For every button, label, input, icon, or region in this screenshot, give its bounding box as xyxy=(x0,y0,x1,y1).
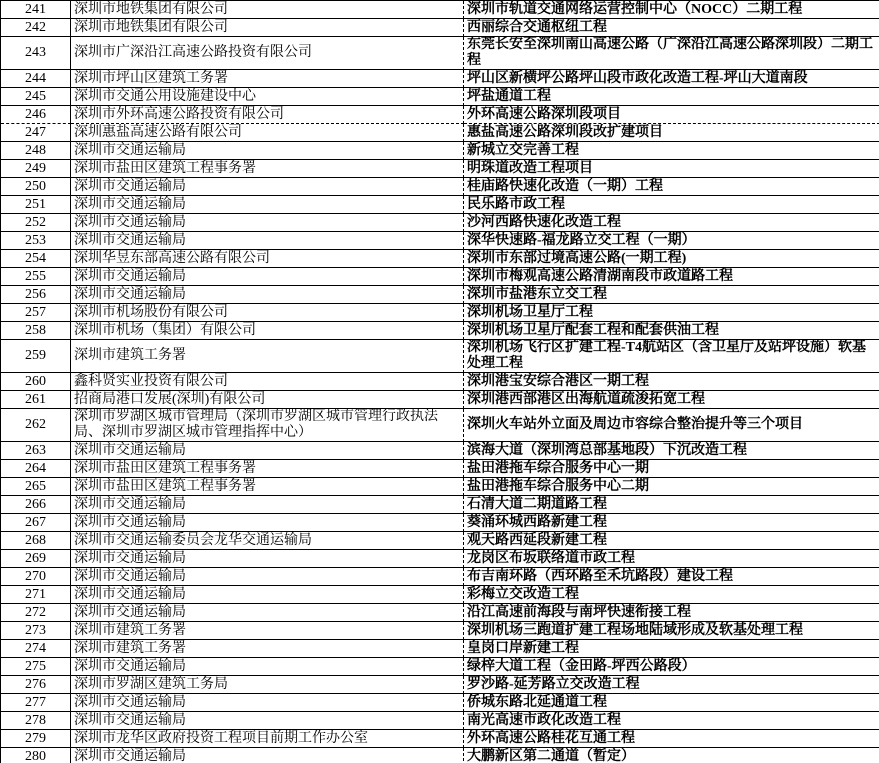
project-name-cell[interactable]: 坪山区新横坪公路坪山段市政化改造工程-坪山大道南段 xyxy=(464,70,879,88)
table-row xyxy=(1,514,879,532)
table-row xyxy=(1,409,879,442)
table-row xyxy=(1,586,879,604)
organization-cell[interactable]: 深圳市交通运输局 xyxy=(71,496,464,514)
organization-cell[interactable]: 深圳市交通运输局 xyxy=(71,232,464,250)
row-number-cell[interactable]: 241 xyxy=(1,1,71,19)
project-name-cell[interactable]: 大鹏新区第二通道（暂定） xyxy=(464,748,879,763)
organization-cell[interactable]: 深圳市交通运输局 xyxy=(71,748,464,763)
organization-cell[interactable]: 深圳市广深沿江高速公路投资有限公司 xyxy=(71,37,464,70)
table-row xyxy=(1,676,879,694)
row-number-cell[interactable]: 254 xyxy=(1,250,71,268)
organization-cell[interactable]: 深圳市交通运输委员会龙华交通运输局 xyxy=(71,532,464,550)
project-name-cell[interactable]: 滨海大道（深圳湾总部基地段）下沉改造工程 xyxy=(464,442,879,460)
row-number-cell[interactable]: 267 xyxy=(1,514,71,532)
project-name-cell[interactable]: 深圳机场卫星厅配套工程和配套供油工程 xyxy=(464,322,879,340)
table-row xyxy=(1,604,879,622)
organization-cell[interactable]: 招商局港口发展(深圳)有限公司 xyxy=(71,391,464,409)
organization-cell[interactable]: 深圳市外环高速公路投资有限公司 xyxy=(71,106,464,124)
table-row xyxy=(1,304,879,322)
organization-cell[interactable]: 深圳市盐田区建筑工程事务署 xyxy=(71,460,464,478)
row-number-cell[interactable]: 245 xyxy=(1,88,71,106)
table-row xyxy=(1,568,879,586)
row-number-cell[interactable]: 258 xyxy=(1,322,71,340)
project-name-cell[interactable]: 深圳机场飞行区扩建工程-T4航站区（含卫星厅及站坪设施）软基处理工程 xyxy=(464,340,879,373)
row-number-cell[interactable]: 242 xyxy=(1,19,71,37)
row-number-cell[interactable]: 263 xyxy=(1,442,71,460)
project-name-cell[interactable]: 深圳机场三跑道扩建工程场地陆域形成及软基处理工程 xyxy=(464,622,879,640)
table-row xyxy=(1,160,879,178)
row-number-cell[interactable]: 274 xyxy=(1,640,71,658)
project-name-cell[interactable]: 明珠道改造工程项目 xyxy=(464,160,879,178)
project-name-cell[interactable]: 东莞长安至深圳南山高速公路（广深沿江高速公路深圳段）二期工程 xyxy=(464,37,879,70)
project-name-cell[interactable]: 外环高速公路深圳段项目 xyxy=(464,106,879,124)
project-name-cell[interactable]: 深圳市梅观高速公路清湖南段市政道路工程 xyxy=(464,268,879,286)
project-name-cell[interactable]: 深圳市盐港东立交工程 xyxy=(464,286,879,304)
row-number-cell[interactable]: 271 xyxy=(1,586,71,604)
table-row xyxy=(1,496,879,514)
table-row xyxy=(1,442,879,460)
organization-cell[interactable]: 深圳市龙华区政府投资工程项目前期工作办公室 xyxy=(71,730,464,748)
row-number-cell[interactable]: 269 xyxy=(1,550,71,568)
project-name-cell[interactable]: 盐田港拖车综合服务中心二期 xyxy=(464,478,879,496)
organization-cell[interactable]: 深圳市交通运输局 xyxy=(71,214,464,232)
table-row xyxy=(1,37,879,70)
organization-cell[interactable]: 深圳市交通运输局 xyxy=(71,196,464,214)
table-row xyxy=(1,286,879,304)
project-name-cell[interactable]: 西丽综合交通枢纽工程 xyxy=(464,19,879,37)
table-row xyxy=(1,70,879,88)
table-row xyxy=(1,1,879,19)
organization-cell[interactable]: 深圳惠盐高速公路有限公司 xyxy=(71,124,464,142)
project-name-cell[interactable]: 南光高速市政化改造工程 xyxy=(464,712,879,730)
table-row xyxy=(1,658,879,676)
row-number-cell[interactable]: 252 xyxy=(1,214,71,232)
organization-cell[interactable]: 深圳市交通运输局 xyxy=(71,442,464,460)
project-name-cell[interactable]: 民乐路市政工程 xyxy=(464,196,879,214)
organization-cell[interactable]: 鑫科贤实业投资有限公司 xyxy=(71,373,464,391)
row-number-cell[interactable]: 273 xyxy=(1,622,71,640)
project-name-cell[interactable]: 罗沙路-延芳路立交改造工程 xyxy=(464,676,879,694)
organization-cell[interactable]: 深圳市盐田区建筑工程事务署 xyxy=(71,160,464,178)
row-number-cell[interactable]: 244 xyxy=(1,70,71,88)
table-row xyxy=(1,178,879,196)
project-name-cell[interactable]: 深圳港宝安综合港区一期工程 xyxy=(464,373,879,391)
project-name-cell[interactable]: 石清大道二期道路工程 xyxy=(464,496,879,514)
organization-cell[interactable]: 深圳市机场股份有限公司 xyxy=(71,304,464,322)
project-name-cell[interactable]: 沙河西路快速化改造工程 xyxy=(464,214,879,232)
organization-cell[interactable]: 深圳市交通运输局 xyxy=(71,694,464,712)
table-row xyxy=(1,196,879,214)
organization-cell[interactable]: 深圳市交通运输局 xyxy=(71,514,464,532)
project-name-cell[interactable]: 外环高速公路桂花互通工程 xyxy=(464,730,879,748)
organization-cell[interactable]: 深圳市交通运输局 xyxy=(71,604,464,622)
table-row xyxy=(1,730,879,748)
table-row xyxy=(1,250,879,268)
project-name-cell[interactable]: 皇岗口岸新建工程 xyxy=(464,640,879,658)
table-row xyxy=(1,532,879,550)
row-number-cell[interactable]: 264 xyxy=(1,460,71,478)
table-row xyxy=(1,460,879,478)
row-number-cell[interactable]: 257 xyxy=(1,304,71,322)
table-row xyxy=(1,142,879,160)
project-name-cell[interactable]: 惠盐高速公路深圳段改扩建项目 xyxy=(464,124,879,142)
organization-cell[interactable]: 深圳市交通运输局 xyxy=(71,178,464,196)
project-name-cell[interactable]: 深圳机场卫星厅工程 xyxy=(464,304,879,322)
row-number-cell[interactable]: 277 xyxy=(1,694,71,712)
table-body xyxy=(1,1,879,763)
row-number-cell[interactable]: 280 xyxy=(1,748,71,763)
row-number-cell[interactable]: 279 xyxy=(1,730,71,748)
organization-cell[interactable]: 深圳市罗湖区建筑工务局 xyxy=(71,676,464,694)
table-row xyxy=(1,268,879,286)
row-number-cell[interactable]: 248 xyxy=(1,142,71,160)
organization-cell[interactable]: 深圳市交通运输局 xyxy=(71,586,464,604)
project-name-cell[interactable]: 观天路西延段新建工程 xyxy=(464,532,879,550)
row-number-cell[interactable]: 260 xyxy=(1,373,71,391)
row-number-cell[interactable]: 243 xyxy=(1,37,71,70)
organization-cell[interactable]: 深圳市交通运输局 xyxy=(71,712,464,730)
row-number-cell[interactable]: 276 xyxy=(1,676,71,694)
organization-cell[interactable]: 深圳市地铁集团有限公司 xyxy=(71,1,464,19)
row-number-cell[interactable]: 265 xyxy=(1,478,71,496)
organization-cell[interactable]: 深圳市交通公用设施建设中心 xyxy=(71,88,464,106)
table-row xyxy=(1,622,879,640)
table-row xyxy=(1,391,879,409)
project-name-cell[interactable]: 布吉南环路（西环路至禾坑路段）建设工程 xyxy=(464,568,879,586)
table-row xyxy=(1,712,879,730)
table-row xyxy=(1,88,879,106)
project-name-cell[interactable]: 侨城东路北延通道工程 xyxy=(464,694,879,712)
project-name-cell[interactable]: 坪盐通道工程 xyxy=(464,88,879,106)
table-row xyxy=(1,478,879,496)
organization-cell[interactable]: 深圳市交通运输局 xyxy=(71,286,464,304)
row-number-cell[interactable]: 251 xyxy=(1,196,71,214)
row-number-cell[interactable]: 247 xyxy=(1,124,71,142)
table-row xyxy=(1,124,879,142)
row-number-cell[interactable]: 256 xyxy=(1,286,71,304)
organization-cell[interactable]: 深圳市建筑工务署 xyxy=(71,340,464,373)
project-name-cell[interactable]: 深圳市东部过境高速公路(一期工程) xyxy=(464,250,879,268)
row-number-cell[interactable]: 262 xyxy=(1,409,71,442)
table-row xyxy=(1,640,879,658)
table-row xyxy=(1,106,879,124)
organization-cell[interactable]: 深圳市交通运输局 xyxy=(71,268,464,286)
project-name-cell[interactable]: 深华快速路-福龙路立交工程（一期） xyxy=(464,232,879,250)
row-number-cell[interactable]: 246 xyxy=(1,106,71,124)
row-number-cell[interactable]: 259 xyxy=(1,340,71,373)
project-name-cell[interactable]: 新城立交完善工程 xyxy=(464,142,879,160)
row-number-cell[interactable]: 249 xyxy=(1,160,71,178)
row-number-cell[interactable]: 272 xyxy=(1,604,71,622)
organization-cell[interactable]: 深圳市建筑工务署 xyxy=(71,622,464,640)
table-row xyxy=(1,340,879,373)
project-name-cell[interactable]: 深圳市轨道交通网络运营控制中心（NOCC）二期工程 xyxy=(464,1,879,19)
table-row xyxy=(1,550,879,568)
organization-cell[interactable]: 深圳市交通运输局 xyxy=(71,142,464,160)
organization-cell[interactable]: 深圳市机场（集团）有限公司 xyxy=(71,322,464,340)
row-number-cell[interactable]: 255 xyxy=(1,268,71,286)
row-number-cell[interactable]: 250 xyxy=(1,178,71,196)
organization-cell[interactable]: 深圳市坪山区建筑工务署 xyxy=(71,70,464,88)
row-number-cell[interactable]: 253 xyxy=(1,232,71,250)
project-name-cell[interactable]: 彩梅立交改造工程 xyxy=(464,586,879,604)
organization-cell[interactable]: 深圳华昱东部高速公路有限公司 xyxy=(71,250,464,268)
organization-cell[interactable]: 深圳市罗湖区城市管理局（深圳市罗湖区城市管理行政执法局、深圳市罗湖区城市管理指挥中心） xyxy=(71,409,464,442)
row-number-cell[interactable]: 275 xyxy=(1,658,71,676)
project-name-cell[interactable]: 盐田港拖车综合服务中心一期 xyxy=(464,460,879,478)
row-number-cell[interactable]: 268 xyxy=(1,532,71,550)
organization-cell[interactable]: 深圳市交通运输局 xyxy=(71,568,464,586)
project-name-cell[interactable]: 绿梓大道工程（金田路-坪西公路段） xyxy=(464,658,879,676)
row-number-cell[interactable]: 261 xyxy=(1,391,71,409)
row-number-cell[interactable]: 278 xyxy=(1,712,71,730)
row-number-cell[interactable]: 270 xyxy=(1,568,71,586)
organization-cell[interactable]: 深圳市地铁集团有限公司 xyxy=(71,19,464,37)
table-row xyxy=(1,694,879,712)
project-name-cell[interactable]: 龙岗区布坂联络道市政工程 xyxy=(464,550,879,568)
table-row xyxy=(1,322,879,340)
table-row xyxy=(1,232,879,250)
organization-cell[interactable]: 深圳市盐田区建筑工程事务署 xyxy=(71,478,464,496)
project-name-cell[interactable]: 沿江高速前海段与南坪快速衔接工程 xyxy=(464,604,879,622)
project-name-cell[interactable]: 葵涌环城西路新建工程 xyxy=(464,514,879,532)
table-row xyxy=(1,214,879,232)
organization-cell[interactable]: 深圳市交通运输局 xyxy=(71,550,464,568)
table-row xyxy=(1,19,879,37)
organization-cell[interactable]: 深圳市交通运输局 xyxy=(71,658,464,676)
project-name-cell[interactable]: 深圳火车站外立面及周边市容综合整治提升等三个项目 xyxy=(464,409,879,442)
organization-cell[interactable]: 深圳市建筑工务署 xyxy=(71,640,464,658)
table-row xyxy=(1,373,879,391)
project-name-cell[interactable]: 深圳港西部港区出海航道疏浚拓宽工程 xyxy=(464,391,879,409)
row-number-cell[interactable]: 266 xyxy=(1,496,71,514)
project-name-cell[interactable]: 桂庙路快速化改造（一期）工程 xyxy=(464,178,879,196)
table-row xyxy=(1,748,879,763)
